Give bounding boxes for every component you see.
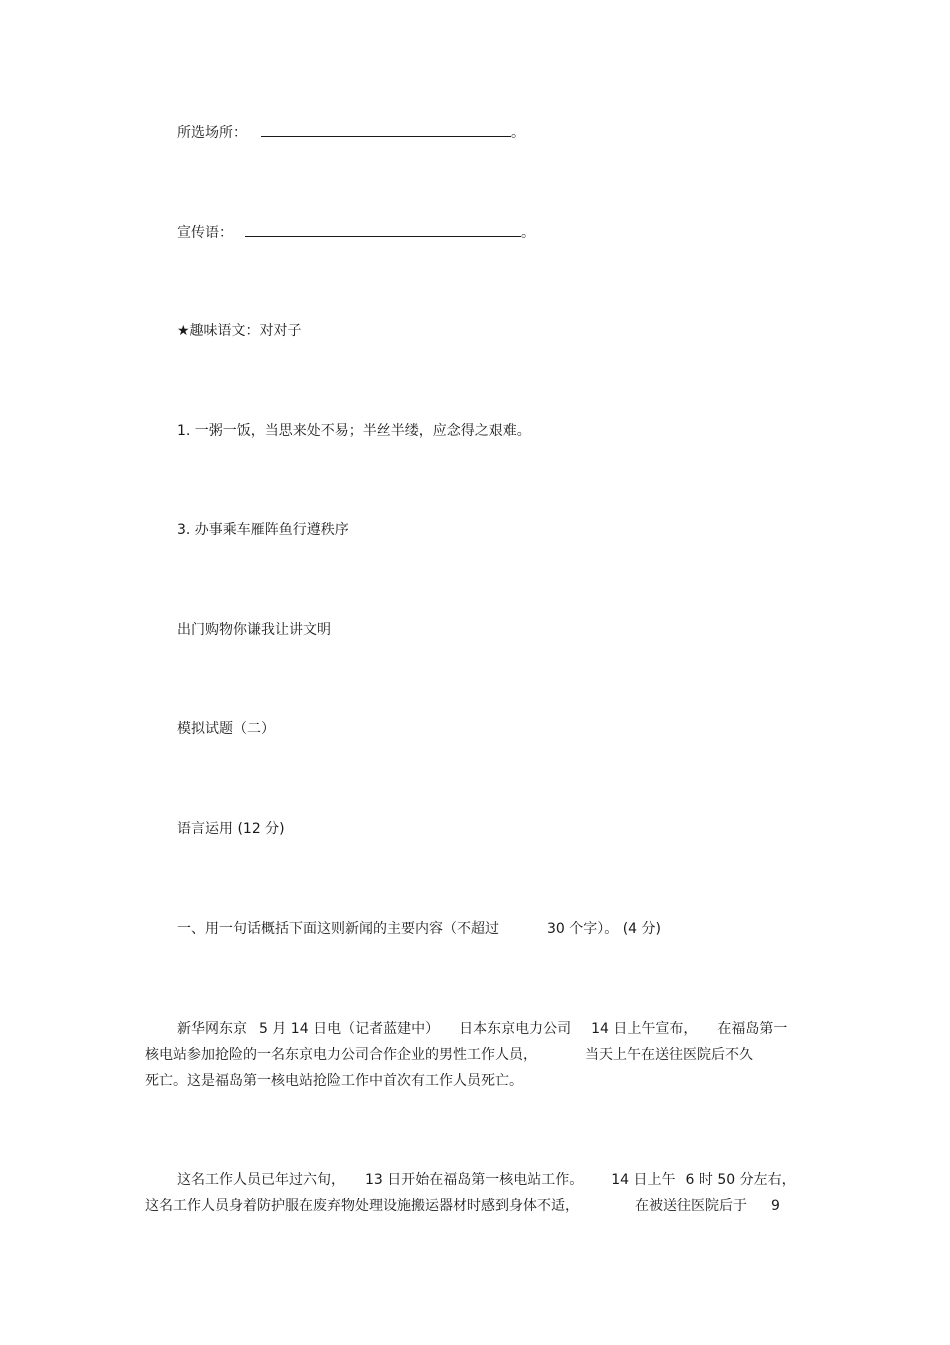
news-p2-row-2: [145, 1193, 815, 1219]
question-1-part-a: 一、用一句话概括下面这则新闻的主要内容（不超过: [177, 921, 499, 937]
news-p2-text: 在被送往医院后于: [635, 1198, 747, 1214]
news-p1-text: 新华网东京: [177, 1021, 247, 1037]
venue-answer-blank[interactable]: [261, 122, 511, 137]
couplet-3-second-line: 出门购物你谦我让讲文明: [177, 622, 331, 638]
fun-chinese-heading: ★趣味语文：对对子: [177, 323, 302, 339]
venue-line: [177, 122, 525, 143]
slogan-label: 宣传语：: [177, 225, 233, 241]
news-p2-text: 14 日上午: [611, 1172, 676, 1188]
news-paragraph-2: [145, 1167, 815, 1219]
venue-end-mark: 。: [511, 125, 525, 141]
news-p1-text: 14 日上午宣布，: [591, 1021, 698, 1037]
news-p1-text: 核电站参加抢险的一名东京电力公司合作企业的男性工作人员，: [145, 1047, 537, 1063]
news-p1-text: 日本东京电力公司: [459, 1021, 572, 1037]
news-p1-row-1: [145, 1016, 815, 1042]
couplet-1: 1. 一粥一饭，当思来处不易；半丝半缕，应念得之艰难。: [177, 423, 531, 439]
couplet-3: 3. 办事乘车雁阵鱼行遵秩序: [177, 522, 349, 538]
news-p1-text: 5 月 14 日电（记者蓝建中）: [259, 1021, 440, 1037]
question-1-part-b: 30 个字）。 (4 分): [547, 921, 661, 937]
news-p1-row-3: 死亡。这是福岛第一核电站抢险工作中首次有工作人员死亡。: [145, 1073, 523, 1089]
news-p2-text: 13 日开始在福岛第一核电站工作。: [365, 1172, 584, 1188]
news-p2-text: 6 时 50 分左右，: [685, 1172, 796, 1188]
venue-label: 所选场所：: [177, 125, 247, 141]
slogan-answer-blank[interactable]: [245, 222, 521, 237]
slogan-end-mark: 。: [521, 225, 535, 241]
news-p2-text: 这名工作人员已年过六旬，: [177, 1172, 345, 1188]
news-p1-row-2: [145, 1042, 815, 1068]
news-p2-text: 这名工作人员身着防护服在废弃物处理设施搬运器材时感到身体不适，: [145, 1198, 579, 1214]
section-title: 语言运用 (12 分): [177, 821, 285, 837]
news-p1-text: 当天上午在送往医院后不久: [585, 1047, 753, 1063]
news-paragraph-1: [145, 1016, 815, 1094]
news-p1-text: 在福岛第一: [717, 1021, 788, 1037]
slogan-line: [177, 222, 535, 243]
news-p2-text: 9: [771, 1198, 780, 1214]
mock-exam-title: 模拟试题（二）: [177, 721, 275, 737]
news-p2-row-1: [145, 1167, 815, 1193]
question-1: [177, 919, 661, 939]
